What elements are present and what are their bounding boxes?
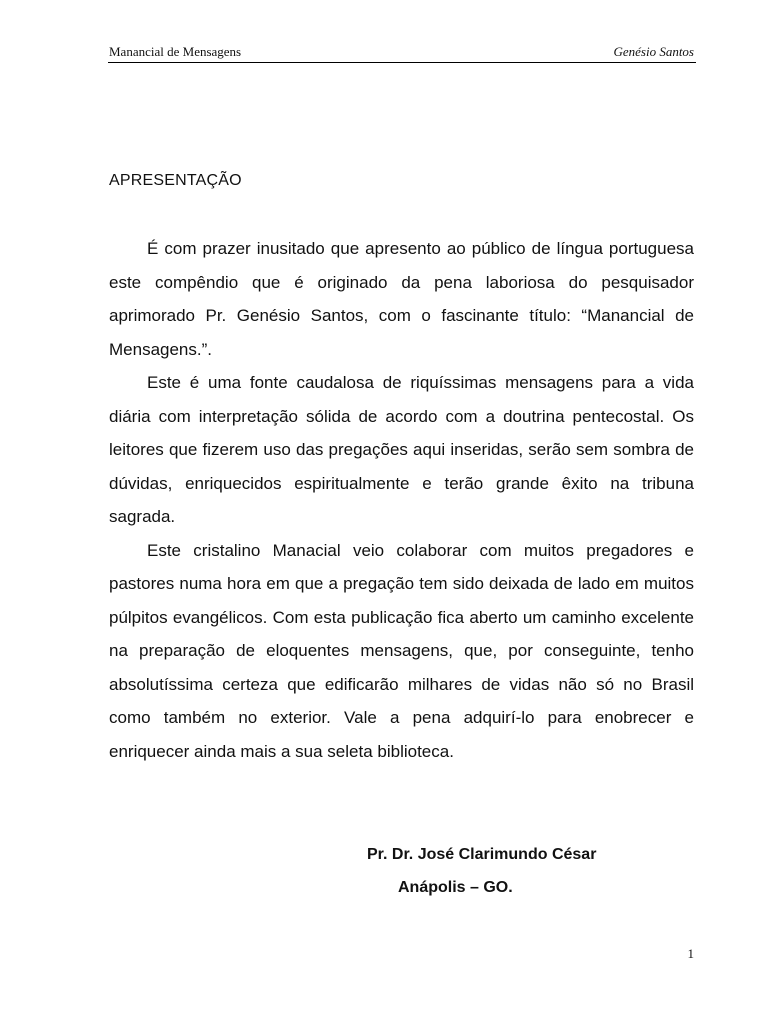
header-author: Genésio Santos xyxy=(613,44,694,59)
header-book-title: Manancial de Mensagens xyxy=(109,44,242,59)
paragraph-2: Este é uma fonte caudalosa de riquíssimas mensagens para a vida diária com interpretação sólida de acordo com a doutrina pentecostal. Os leitores que fizerem uso das pregações aqui inseridas, serão sem sombra de dúvidas, enriquecidos espiritualmente e terão grande êxito na tribuna sagrada. xyxy=(109,373,694,526)
page-number: 1 xyxy=(687,946,694,961)
paragraph-1: É com prazer inusitado que apresento ao público de língua portuguesa este compêndio que é originado da pena laboriosa do pesquisador aprimorado Pr. Genésio Santos, com o fascinante título: “Manancial de Mensagens.”. xyxy=(109,239,694,359)
signature-name: Pr. Dr. José Clarimundo César xyxy=(367,846,597,863)
signature-block xyxy=(367,838,596,904)
paragraph-3: Este cristalino Manacial veio colaborar com muitos pregadores e pastores numa hora em que a pregação tem sido deixada de lado em muitos púlpitos evangélicos. Com esta publicação fica aberto um caminho excelente na preparação de eloquentes mensagens, que, por conseguinte, tenho absolutíssima certeza que edificarão milhares de vidas não só no Brasil como também no exterior. Vale a pena adquirí-lo para enobrecer e enriquecer ainda mais a sua seleta biblioteca. xyxy=(109,540,694,761)
body-text xyxy=(109,232,694,768)
signature-place: Anápolis – GO. xyxy=(398,879,513,896)
section-title: APRESENTAÇÃO xyxy=(109,172,242,189)
page-header xyxy=(108,43,696,63)
